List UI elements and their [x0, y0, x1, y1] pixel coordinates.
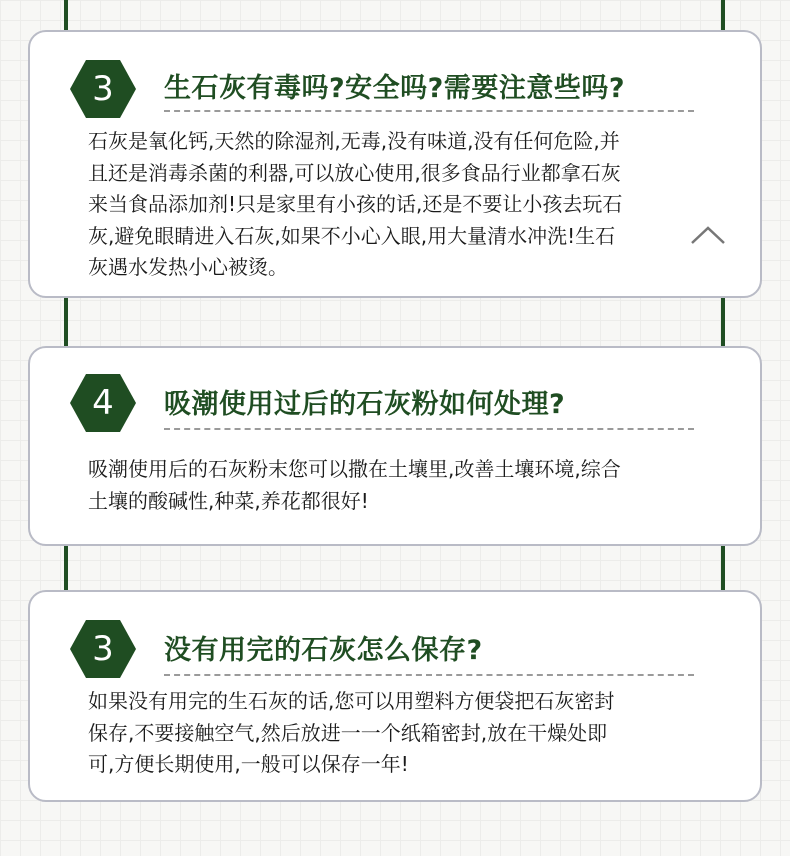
section-body — [88, 454, 728, 517]
section-number: 3 — [92, 69, 114, 109]
body-line: 来当食品添加剂!只是家里有小孩的话,还是不要让小孩去玩石 — [88, 192, 623, 216]
body-line: 保存,不要接触空气,然后放进一一个纸箱密封,放在干燥处即 — [88, 720, 608, 745]
section-number-badge — [70, 620, 136, 678]
body-line: 土壤的酸碱性,种菜,养花都很好! — [88, 488, 369, 513]
faq-card — [28, 346, 762, 546]
body-line: 且还是消毒杀菌的利器,可以放心使用,很多食品行业都拿石灰 — [88, 160, 621, 185]
body-line: 吸潮使用后的石灰粉末您可以撒在土壤里,改善土壤环境,综合 — [88, 457, 621, 481]
section-body — [88, 126, 728, 284]
section-number: 4 — [92, 383, 114, 423]
section-number: 3 — [92, 629, 114, 669]
title-divider — [164, 428, 694, 430]
body-line: 如果没有用完的生石灰的话,您可以用塑料方便袋把石灰密封 — [88, 689, 615, 713]
faq-card — [28, 590, 762, 802]
chevron-up-icon — [688, 223, 728, 247]
body-line: 灰遇水发热小心被烫。 — [88, 255, 288, 279]
section-title: 没有用完的石灰怎么保存? — [164, 635, 483, 666]
body-line: 灰,避免眼睛进入石灰,如果不小心入眼,用大量清水冲洗!生石 — [88, 223, 616, 248]
scroll-to-top-button[interactable] — [664, 204, 752, 266]
body-line: 可,方便长期使用,一般可以保存一年! — [88, 752, 409, 776]
section-title: 生石灰有毒吗?安全吗?需要注意些吗? — [164, 73, 625, 104]
section-number-badge — [70, 60, 136, 118]
body-line: 石灰是氧化钙,天然的除湿剂,无毒,没有味道,没有任何危险,并 — [88, 129, 620, 153]
title-divider — [164, 674, 694, 676]
section-number-badge — [70, 374, 136, 432]
title-divider — [164, 110, 694, 112]
section-title: 吸潮使用过后的石灰粉如何处理? — [164, 389, 566, 420]
faq-card — [28, 30, 762, 298]
section-body — [88, 686, 728, 781]
